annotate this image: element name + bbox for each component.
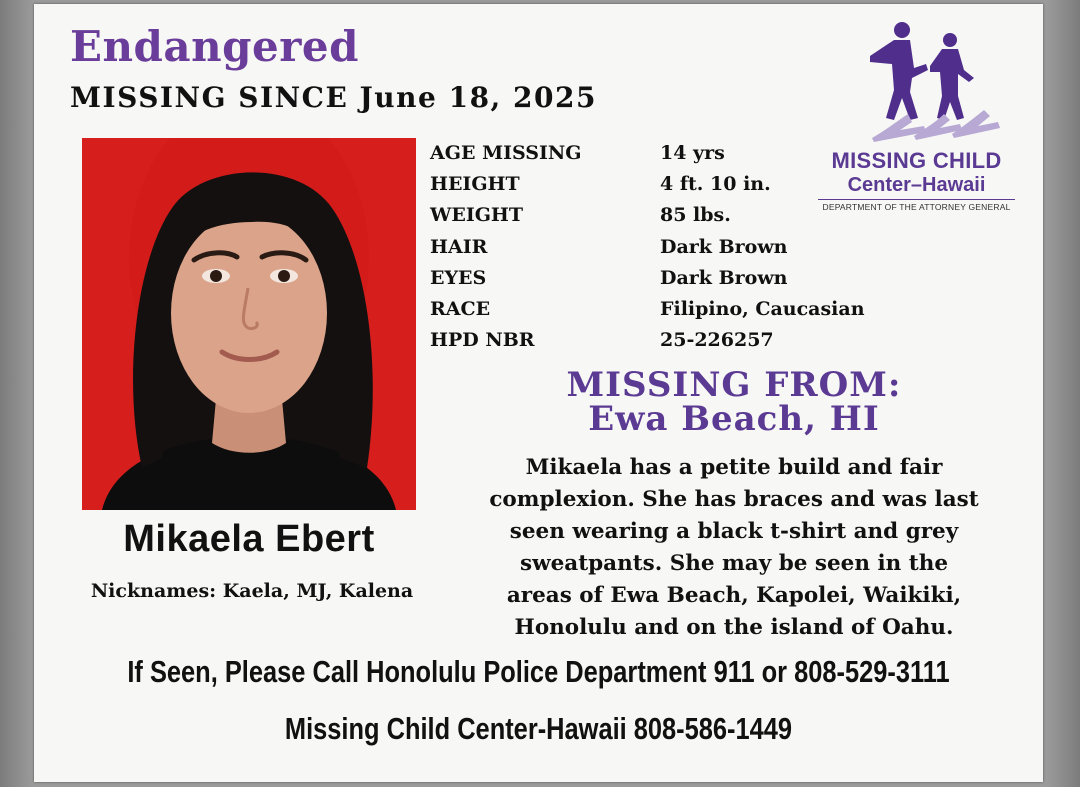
description-line: seen wearing a black t-shirt and grey (509, 519, 959, 544)
stat-value: 14 yrs (660, 141, 725, 164)
stat-row-height (430, 168, 865, 199)
stat-row-eyes (430, 262, 865, 293)
missing-from-heading (454, 365, 1014, 439)
stat-row-weight (430, 200, 865, 231)
stat-row-age (430, 137, 865, 168)
description (454, 452, 1014, 644)
missing-from-label: MISSING FROM: (566, 365, 902, 405)
stat-value: 85 lbs. (660, 204, 731, 227)
stat-value: Dark Brown (660, 266, 788, 289)
portrait-illustration (82, 138, 416, 510)
stat-row-hair (430, 231, 865, 262)
stat-value: 4 ft. 10 in. (660, 172, 771, 195)
stat-value: 25-226257 (660, 329, 774, 352)
description-line: sweatpants. She may be seen in the (519, 551, 949, 576)
police-contact: If Seen, Please Call Honolulu Police Department 911 or 808-529-3111 (127, 654, 950, 689)
stat-row-race (430, 293, 865, 324)
stat-label: HPD NBR (430, 329, 535, 352)
logo-title: MISSING CHILD (831, 148, 1002, 173)
nicknames: Nicknames: Kaela, MJ, Kalena (90, 580, 414, 602)
stat-row-hpd (430, 325, 865, 356)
portrait-photo (82, 138, 416, 510)
figures-icon (814, 18, 1019, 148)
stat-label: EYES (430, 266, 487, 289)
stat-label: RACE (430, 298, 491, 321)
description-line: areas of Ewa Beach, Kapolei, Waikiki, (506, 583, 962, 608)
description-line: Mikaela has a petite build and fair (525, 455, 943, 480)
stat-label: HEIGHT (430, 172, 520, 195)
child-name: Mikaela Ebert (123, 518, 375, 560)
stat-value: Dark Brown (660, 235, 788, 258)
center-contact: Missing Child Center-Hawaii 808-586-1449 (284, 711, 793, 746)
missing-poster (34, 4, 1043, 782)
stat-value: Filipino, Caucasian (660, 298, 865, 321)
missing-child-center-logo (814, 18, 1019, 218)
missing-from-place: Ewa Beach, HI (588, 399, 880, 439)
logo-department: DEPARTMENT OF THE ATTORNEY GENERAL (822, 202, 1011, 212)
stats-list (430, 137, 865, 356)
description-line: complexion. She has braces and was last (489, 487, 979, 512)
stat-label: HAIR (430, 235, 488, 258)
description-line: Honolulu and on the island of Oahu. (514, 615, 954, 640)
missing-since-date: MISSING SINCE June 18, 2025 (70, 81, 597, 114)
logo-divider (818, 199, 1015, 200)
logo-subtitle: Center–Hawaii (847, 174, 986, 196)
stat-label: WEIGHT (430, 204, 524, 227)
status-heading: Endangered (70, 22, 359, 71)
stat-label: AGE MISSING (430, 141, 582, 164)
